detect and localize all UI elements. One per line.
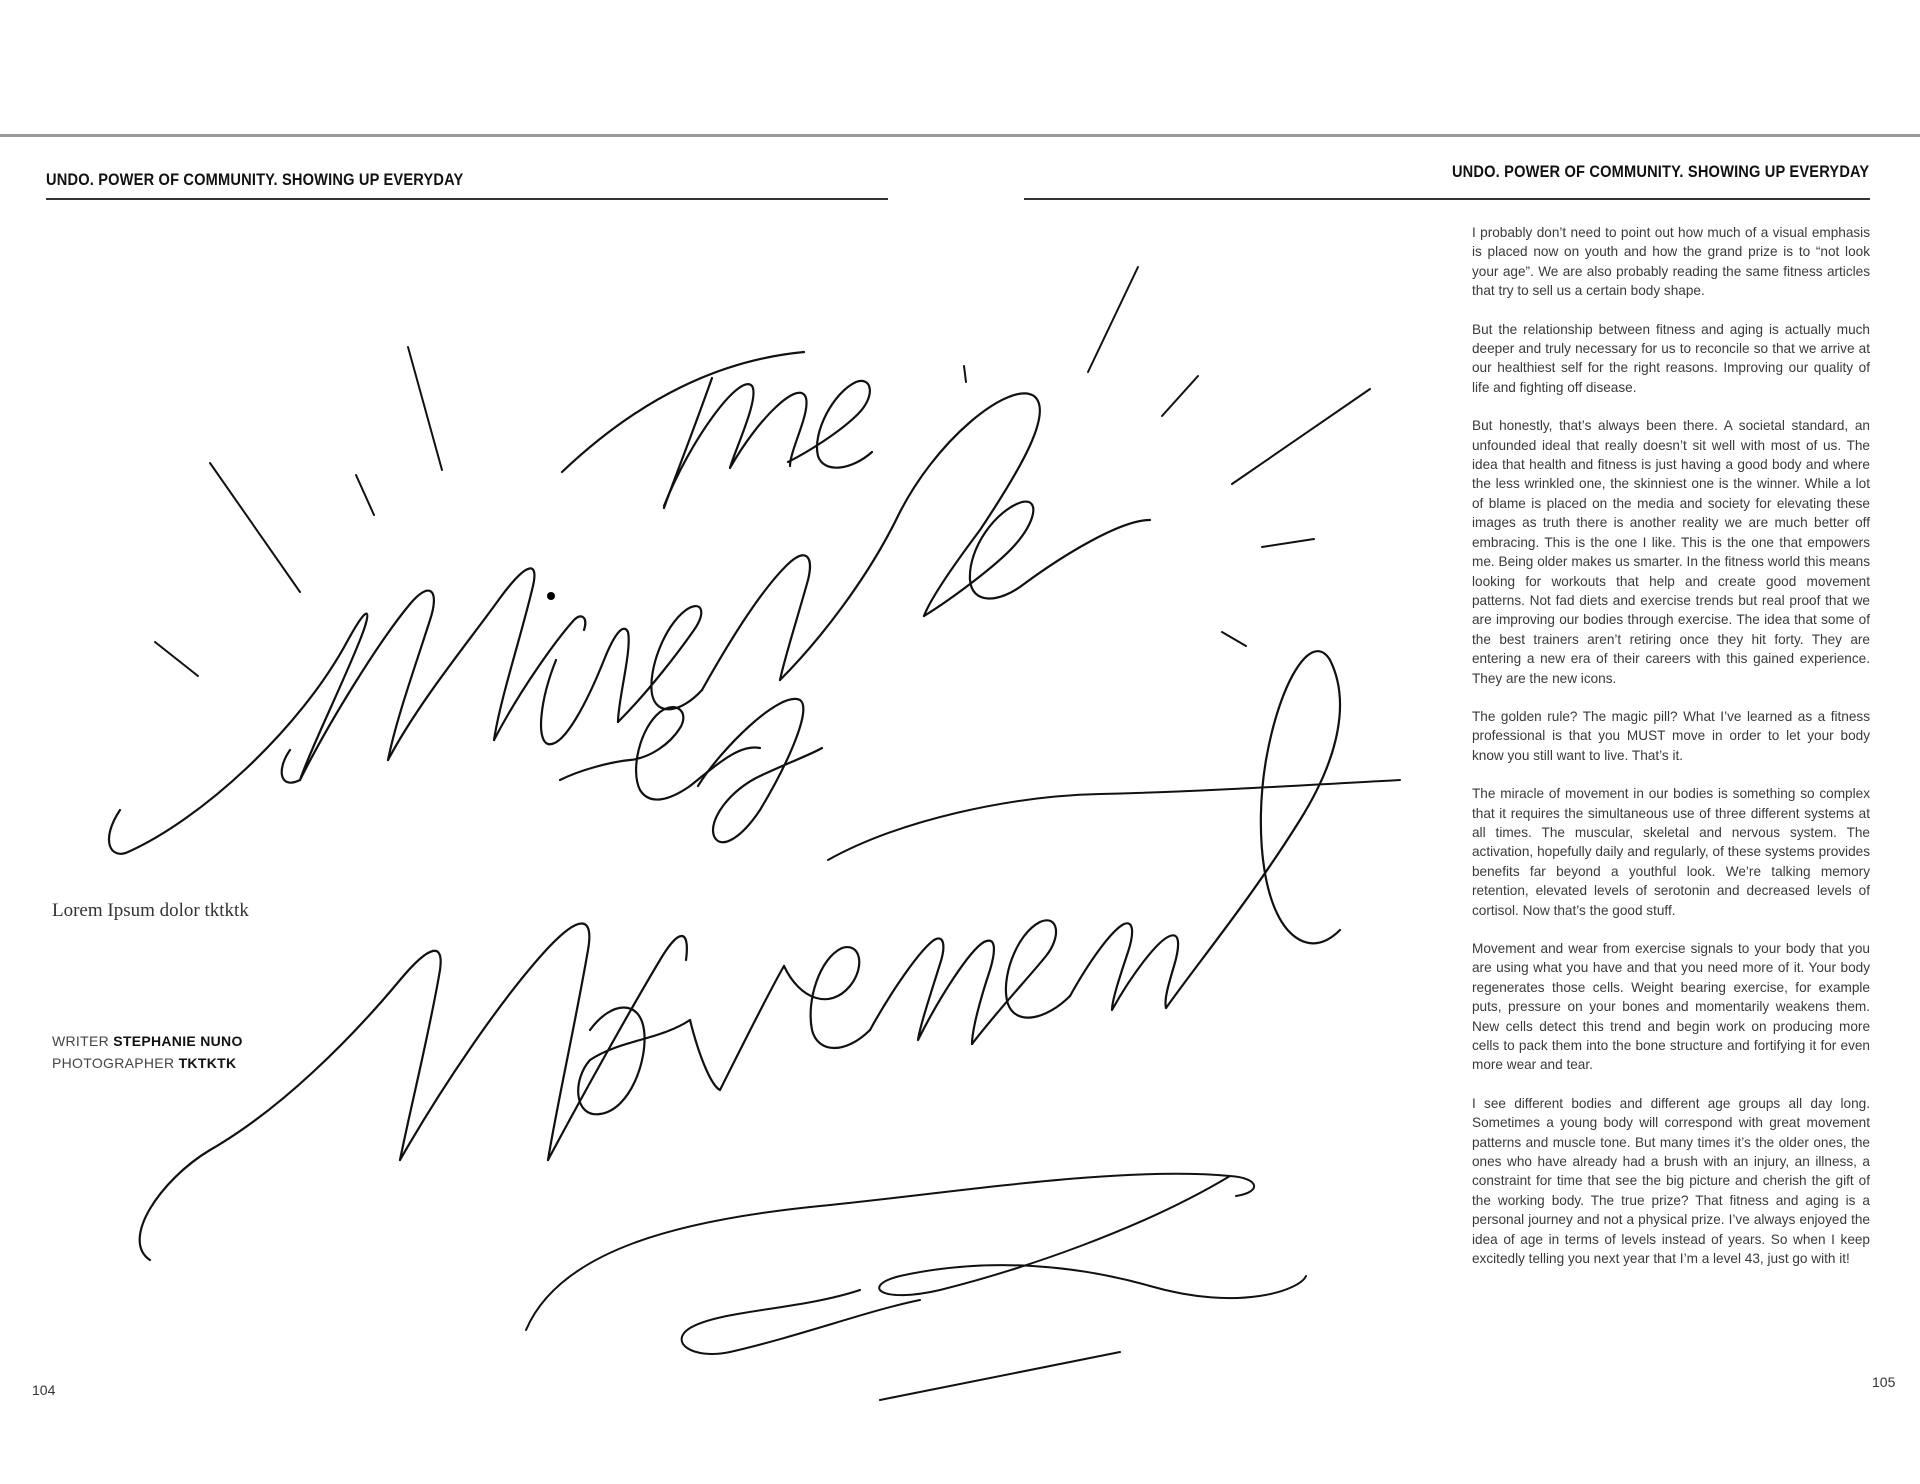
- burst-lines: [155, 267, 1370, 676]
- word-miracle: [109, 393, 1150, 853]
- article-paragraph: I see different bodies and different age groups all day long. Sometimes a young body will correspond with great movement patterns and muscle tone. But many times it’s the older ones, the ones who have already had a brush with an injury, an illness, a constraint for time that see the big picture and cherish the gift of the working body. The true prize? That fitness and aging is a personal journey and not a physical prize. I’ve always enjoyed the idea of age in terms of levels instead of years. So when I keep excitedly telling you next year that I’m a level 43, just go with it!: [1472, 1095, 1870, 1267]
- deck-subtitle: Lorem Ipsum dolor tktktk: [52, 900, 249, 921]
- right-running-head: UNDO. POWER OF COMMUNITY. SHOWING UP EVERYDAY: [1451, 162, 1869, 181]
- flourish-swashes: [526, 780, 1400, 1400]
- photographer-name: TKTKTK: [178, 1055, 237, 1071]
- word-of: [560, 699, 822, 842]
- word-the: [562, 352, 872, 508]
- article-paragraph: But the relationship between fitness and aging is actually much deeper and truly necessary for us to reconcile so that we arrive at our healthiest self for the right reasons. Improving our quality of life and fighting off disease.: [1472, 321, 1870, 395]
- left-running-head: UNDO. POWER OF COMMUNITY. SHOWING UP EVERYDAY: [46, 170, 464, 189]
- article-paragraph: The miracle of movement in our bodies is something so complex that it requires the simultaneous use of three different systems at all times. The muscular, skeletal and nervous system. The activation, hopefully daily and regularly, of these systems provides benefits far beyond a youthful look. We’re talking memory retention, elevated levels of serotonin and decreased levels of cortisol. Now that’s the good stuff.: [1472, 786, 1870, 918]
- right-page-number: 105: [1872, 1374, 1896, 1390]
- article-paragraph: But honestly, that’s always been there. A societal standard, an unfounded ideal that really doesn’t sit well with most of us. The idea that health and fitness is just having a good body and where the less wrinkled one, the skinniest one is the winner. While a lot of blame is placed on the media and society for elevating these images as truth there is another reality we are much better off embracing. This is the one I like. This is the one that empowers me. Being older makes us smarter. In the fitness world this means looking for workouts that help and create good movement patterns. Not fad diets and exercise trends but real proof that we are improving our bodies through exercise. The idea that some of the best trainers aren’t retiring once they hit forty. They are entering a new era of their careers with this gained experience. They are the new icons.: [1472, 418, 1870, 686]
- article-paragraph: I probably don’t need to point out how much of a visual emphasis is placed now on youth and how the grand prize is to “not look your age”. We are also probably reading the same fitness articles that try to sell us a certain body shape.: [1472, 225, 1870, 299]
- writer-label: WRITER: [52, 1033, 110, 1049]
- left-page-number: 104: [32, 1382, 56, 1398]
- credits-block: [52, 1030, 243, 1074]
- article-body: [1472, 223, 1870, 1288]
- writer-name: STEPHANIE NUNO: [113, 1033, 243, 1049]
- writer-credit: [52, 1030, 243, 1052]
- article-paragraph: The golden rule? The magic pill? What I’ve learned as a fitness professional is that you MUST move in order to let your body know you still want to live. That’s it.: [1472, 708, 1870, 763]
- photographer-credit: [52, 1052, 243, 1074]
- photographer-label: PHOTOGRAPHER: [52, 1055, 175, 1071]
- article-paragraph: Movement and wear from exercise signals to your body that you are using what you have and that you need more of it. Your body regenerates those cells. Weight bearing exercise, for example puts, pressure on your bones and momentarily weakens them. New cells detect this trend and begin work on producing more cells to pack them into the bone structure and fortifying it for even more wear and tear.: [1472, 941, 1870, 1073]
